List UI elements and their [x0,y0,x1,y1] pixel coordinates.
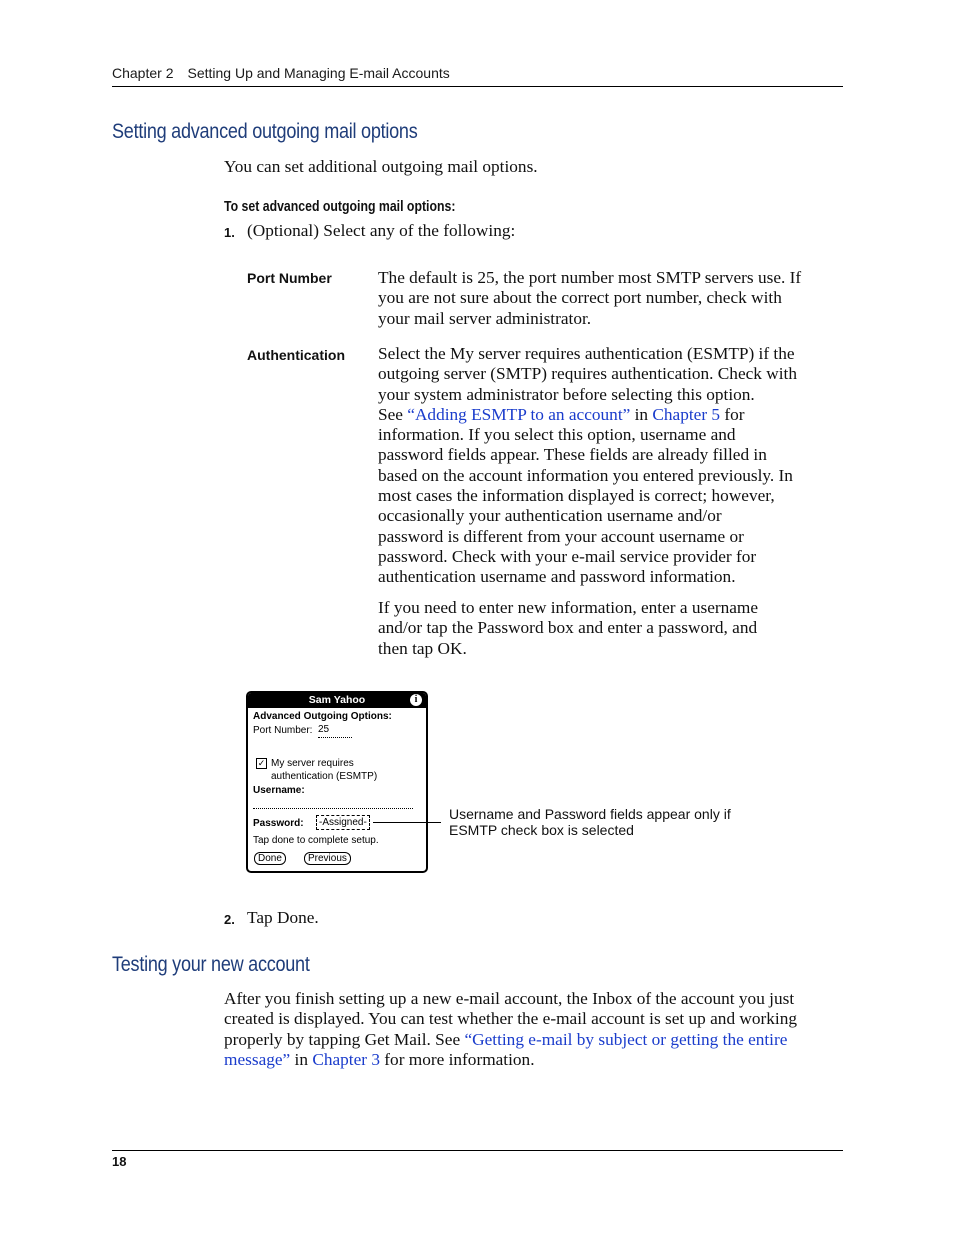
auth-line: most cases the information displayed is correct; however, [378,486,775,506]
palm-username-label: Username: [253,785,305,796]
auth2-line: and/or tap the Password box and enter a password, and [378,618,758,638]
palm-password-label: Password: [253,818,304,829]
auth-line: your system administrator before selecting this option. [378,384,755,404]
auth-for: for [720,404,745,424]
auth2-line: then tap OK. [378,638,467,658]
palm-title: Sam Yahoo [308,694,366,706]
intro-paragraph: You can set additional outgoing mail options. [224,157,538,176]
auth-in: in [630,404,653,424]
palm-title-bar [248,693,426,708]
palm-port-underline [318,737,352,738]
step-1-text: (Optional) Select any of the following: [247,221,516,240]
link-adding-esmtp[interactable]: “Adding ESMTP to an account” [407,404,631,424]
palm-done-button[interactable]: Done [254,852,286,865]
callout-note [449,806,731,838]
port-line: you are not sure about the correct port number, check with [378,288,782,308]
link-chapter-5[interactable]: Chapter 5 [652,404,721,424]
step-2-number: 2. [224,912,235,927]
auth-line: occasionally your authentication username and/or [378,506,722,526]
link-chapter-3[interactable]: Chapter 3 [312,1049,380,1069]
port-number-description [378,268,838,329]
authentication-description [378,344,838,588]
section-heading-testing: Testing your new account [112,953,310,976]
palm-screen-figure [246,691,428,873]
auth2-line: If you need to enter new information, enter a username [378,598,759,617]
palm-checkbox-label-1: My server requires [271,758,354,769]
palm-username-field[interactable] [253,808,413,809]
auth-line: password. Check with your e-mail service provider for [378,546,757,566]
term-port-number: Port Number [247,270,332,286]
auth-line: authentication username and password information. [378,567,736,587]
testing-line: After you finish setting up a new e-mail account, the Inbox of the account you just [224,989,795,1008]
header-rule [112,86,843,87]
port-line: your mail server administrator. [378,308,592,328]
link-getting-email-cont[interactable]: message” [224,1049,291,1069]
testing-line [224,1030,844,1050]
procedure-title: To set advanced outgoing mail options: [224,198,456,215]
page-number: 18 [112,1154,127,1169]
auth-see-line [378,405,838,425]
step-2-text: Tap Done. [247,908,319,927]
testing-line4-post: for more information. [379,1049,535,1069]
auth-line: outgoing server (SMTP) requires authentication. Check with [378,364,797,384]
header-chapter: Chapter 2 [112,65,174,81]
auth-line: password is different from your account username or [378,526,744,546]
testing-in: in [290,1049,313,1069]
palm-port-label: Port Number: [253,725,313,736]
callout-leader-line [373,822,441,823]
auth-line: information. If you select this option, username and [378,425,736,445]
port-line: The default is 25, the port number most SMTP servers use. If [378,268,802,287]
auth-line: password fields appear. These fields are already filled in [378,445,767,465]
callout-line: Username and Password fields appear only if [449,806,731,822]
esmtp-checkbox[interactable]: ✓ [257,758,266,768]
header-title: Setting Up and Managing E-mail Accounts [187,65,450,81]
info-icon[interactable]: i [410,694,422,706]
palm-heading: Advanced Outgoing Options: [253,711,392,722]
link-getting-email[interactable]: “Getting e-mail by subject or getting the entire [464,1029,788,1049]
auth-line: based on the account information you entered previously. In [378,465,793,485]
palm-port-value[interactable]: 25 [318,724,330,735]
step-1-number: 1. [224,225,235,240]
auth-see: See [378,404,408,424]
testing-line [224,1050,844,1070]
testing-line3-pre: properly by tapping Get Mail. See [224,1029,465,1049]
testing-line: created is displayed. You can test whether the e-mail account is set up and working [224,1009,798,1029]
term-authentication: Authentication [247,347,345,363]
callout-line: ESMTP check box is selected [449,822,634,838]
palm-checkbox-label-2: authentication (ESMTP) [271,771,378,782]
footer-rule [112,1150,843,1151]
testing-paragraph [224,989,844,1070]
section-heading-advanced-outgoing: Setting advanced outgoing mail options [112,120,418,143]
palm-password-box[interactable]: -Assigned- [316,815,370,830]
running-header [112,65,450,81]
auth-line: Select the My server requires authentication (ESMTP) if the [378,344,795,363]
palm-previous-button[interactable]: Previous [304,852,351,865]
palm-hint: Tap done to complete setup. [253,835,379,846]
authentication-paragraph-2 [378,598,838,659]
